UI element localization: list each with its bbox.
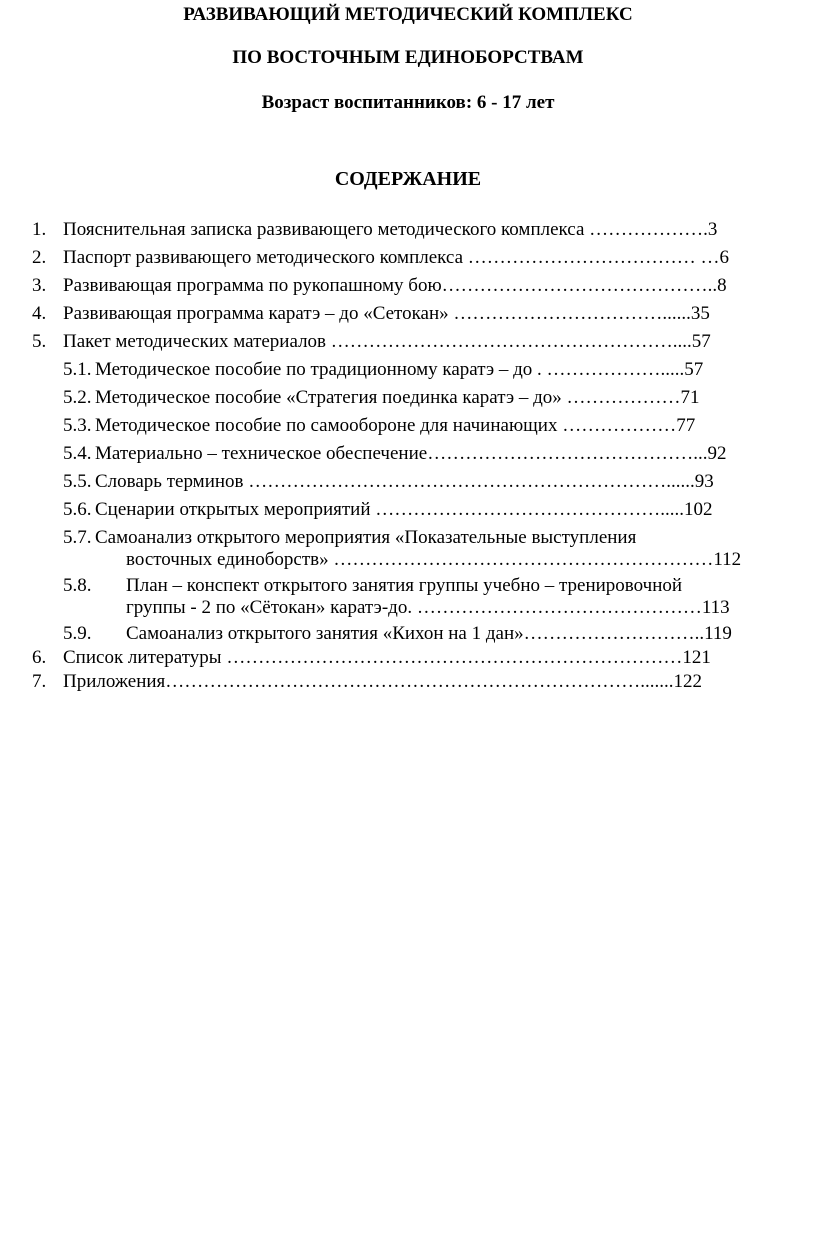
- toc-entry-text: Паспорт развивающего методического комплекса ……………………………… …6: [63, 247, 730, 268]
- toc-entry-text: Словарь терминов …………………………………………………………......93: [95, 471, 714, 492]
- toc-entry-number: 6.: [32, 647, 47, 668]
- toc-entry-text: Самоанализ открытого мероприятия «Показательные выступления: [95, 527, 637, 548]
- toc-entry-text: восточных единоборств» ……………………………………………………112: [126, 549, 742, 570]
- toc-entry-text: группы - 2 по «Сётокан» каратэ-до. ………………………………………113: [126, 597, 730, 618]
- toc-entry-number: 5.9.: [63, 623, 92, 644]
- toc-entry-number: 3.: [32, 275, 47, 296]
- toc-entry-number: 5.5.: [63, 471, 92, 492]
- toc-entry-text: Самоанализ открытого занятия «Кихон на 1 дан»………………………..119: [126, 623, 732, 644]
- toc-entry-number: 5.1.: [63, 359, 92, 380]
- document-title-line-1: РАЗВИВАЮЩИЙ МЕТОДИЧЕСКИЙ КОМПЛЕКС: [183, 4, 633, 25]
- toc-entry-text: Методическое пособие по самообороне для начинающих ………………77: [95, 415, 696, 436]
- toc-entry-number: 4.: [32, 303, 47, 324]
- toc-entry-number: 1.: [32, 219, 47, 240]
- toc-entry-number: 5.3.: [63, 415, 92, 436]
- toc-entry-text: Сценарии открытых мероприятий ……………………………………….....102: [95, 499, 713, 520]
- toc-entry-number: 5.6.: [63, 499, 92, 520]
- toc-entry-number: 5.: [32, 331, 47, 352]
- toc-entry-number: 5.7.: [63, 527, 92, 548]
- toc-entry-text: Пояснительная записка развивающего методического комплекса ……………….3: [63, 219, 718, 240]
- toc-entry-text: Методическое пособие «Стратегия поединка каратэ – до» ………………71: [95, 387, 700, 408]
- toc-entry-number: 5.8.: [63, 575, 92, 596]
- toc-entry-number: 2.: [32, 247, 47, 268]
- age-range-line: Возраст воспитанников: 6 - 17 лет: [261, 92, 555, 113]
- toc-entry-text: Пакет методических материалов ………………………………………………....57: [63, 331, 711, 352]
- document-title-line-2: ПО ВОСТОЧНЫМ ЕДИНОБОРСТВАМ: [232, 47, 584, 68]
- toc-entry-text: Материально – техническое обеспечение……………………………………...92: [95, 443, 727, 464]
- toc-entry-text: Приложения………………………………………………………………….......122: [63, 671, 703, 692]
- toc-entry-number: 5.4.: [63, 443, 92, 464]
- toc-entry-text: Список литературы ………………………………………………………………121: [63, 647, 711, 668]
- toc-entry-text: Развивающая программа каратэ – до «Сетокан» ……………………………......35: [63, 303, 710, 324]
- toc-entry-text: Методическое пособие по традиционному каратэ – до . ……………….....57: [95, 359, 704, 380]
- toc-entry-number: 5.2.: [63, 387, 92, 408]
- toc-entry-number: 7.: [32, 671, 47, 692]
- contents-heading: СОДЕРЖАНИЕ: [334, 168, 482, 190]
- toc-entry-text: Развивающая программа по рукопашному бою……………………………………..8: [63, 275, 727, 296]
- toc-entry-text: План – конспект открытого занятия группы учебно – тренировочной: [126, 575, 683, 596]
